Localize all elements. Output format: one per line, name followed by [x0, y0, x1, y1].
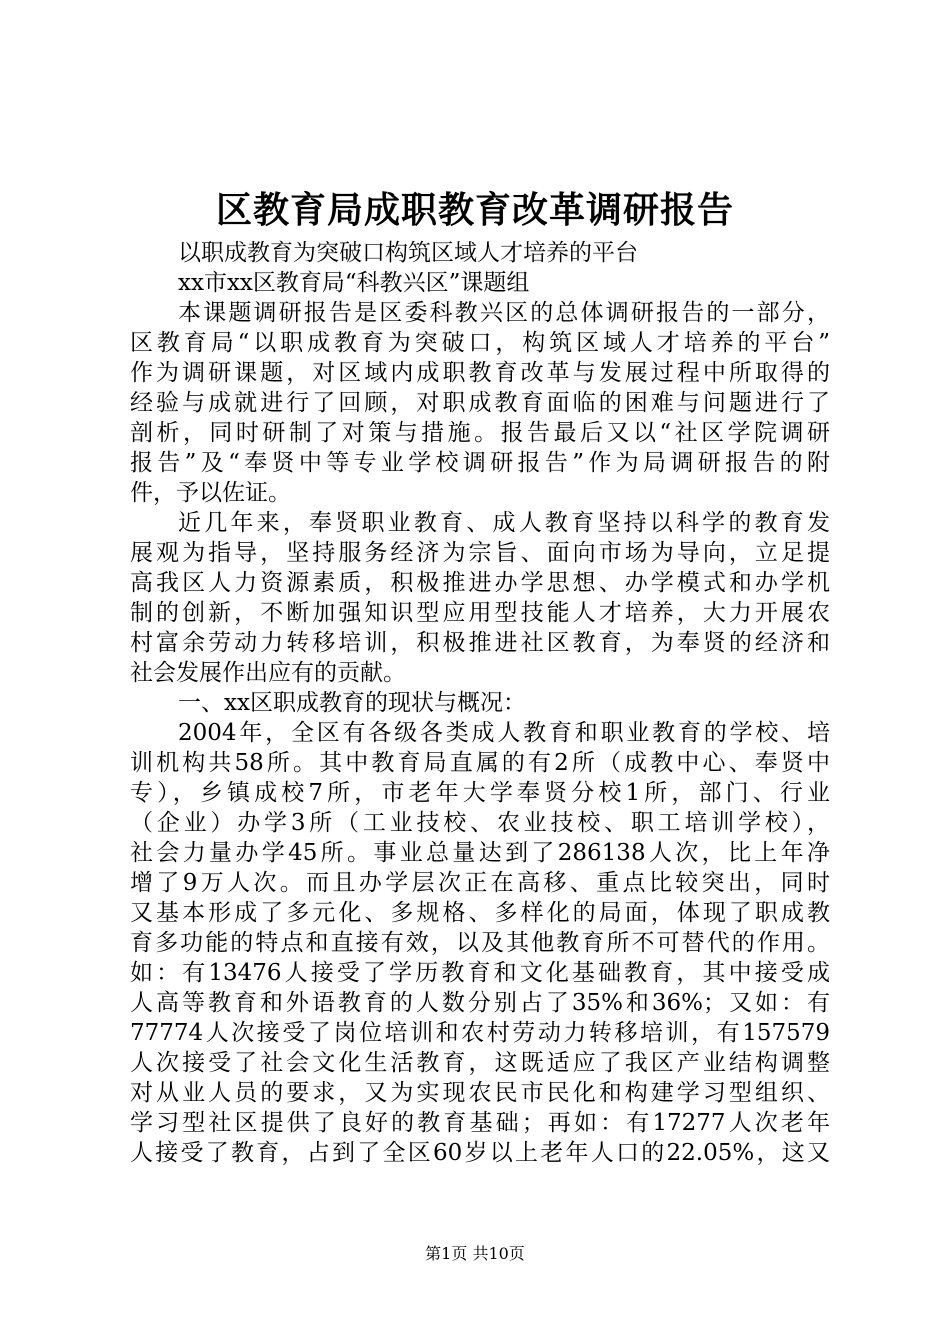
text-line: 人接受了教育，占到了全区60岁以上老年人口的22.05%，这又 [130, 1140, 830, 1166]
text-line: 经验与成就进行了回顾，对职成教育面临的困难与问题进行了 [130, 390, 830, 416]
text-line: 报告”及“奉贤中等专业学校调研报告”作为局调研报告的附 [130, 450, 830, 476]
text-line: 学习型社区提供了良好的教育基础；再如：有17277人次老年 [130, 1110, 830, 1136]
text-line: 对从业人员的要求，又为实现农民市民化和构建学习型组织、 [130, 1080, 830, 1106]
text-line: 近几年来，奉贤职业教育、成人教育坚持以科学的教育发 [178, 510, 830, 536]
page-number: 第1页 共10页 [425, 1244, 525, 1263]
text-line: 77774人次接受了岗位培训和农村劳动力转移培训，有157579 [130, 1020, 830, 1046]
text-line: 社会力量办学45所。事业总量达到了286138人次，比上年净 [130, 840, 830, 866]
text-line: 育多功能的特点和直接有效，以及其他教育所不可替代的作用。 [130, 930, 830, 956]
section-heading: 一、xx区职成教育的现状与概况： [178, 690, 526, 716]
text-line: 增了9万人次。而且办学层次正在高移、重点比较突出，同时 [130, 870, 830, 896]
text-line: 又基本形成了多元化、多规格、多样化的局面，体现了职成教 [130, 900, 830, 926]
byline: xx市xx区教育局“科教兴区”课题组 [178, 270, 530, 296]
text-line: 社会发展作出应有的贡献。 [130, 660, 406, 686]
text-line: 作为调研课题，对区域内成职教育改革与发展过程中所取得的 [130, 360, 830, 386]
text-line: 专），乡镇成校7所，市老年大学奉贤分校1所，部门、行业 [130, 780, 830, 806]
text-line: 高我区人力资源素质，积极推进办学思想、办学模式和办学机 [130, 570, 830, 596]
text-line: 人次接受了社会文化生活教育，这既适应了我区产业结构调整 [130, 1050, 830, 1076]
text-line: 训机构共58所。其中教育局直属的有2所（成教中心、奉贤中 [130, 750, 830, 776]
document-title: 区教育局成职教育改革调研报告 [215, 189, 734, 231]
text-line: 件，予以佐证。 [130, 480, 291, 506]
text-line: 区教育局“以职成教育为突破口，构筑区域人才培养的平台” [130, 330, 830, 356]
text-line: 如：有13476人接受了学历教育和文化基础教育，其中接受成 [130, 960, 830, 986]
text-line: （企业）办学3所（工业技校、农业技校、职工培训学校）， [130, 810, 830, 836]
text-line: 剖析，同时研制了对策与措施。报告最后又以“社区学院调研 [130, 420, 830, 446]
text-line: 人高等教育和外语教育的人数分别占了35%和36%；又如：有 [130, 990, 830, 1016]
text-line: 展观为指导，坚持服务经济为宗旨、面向市场为导向，立足提 [130, 540, 830, 566]
text-line: 村富余劳动力转移培训，积极推进社区教育，为奉贤的经济和 [130, 630, 830, 656]
text-line: 2004年，全区有各级各类成人教育和职业教育的学校、培 [178, 720, 830, 746]
text-line: 本课题调研报告是区委科教兴区的总体调研报告的一部分， [178, 300, 830, 326]
text-line: 制的创新，不断加强知识型应用型技能人才培养，大力开展农 [130, 600, 830, 626]
subtitle: 以职成教育为突破口构筑区域人才培养的平台 [178, 240, 638, 266]
